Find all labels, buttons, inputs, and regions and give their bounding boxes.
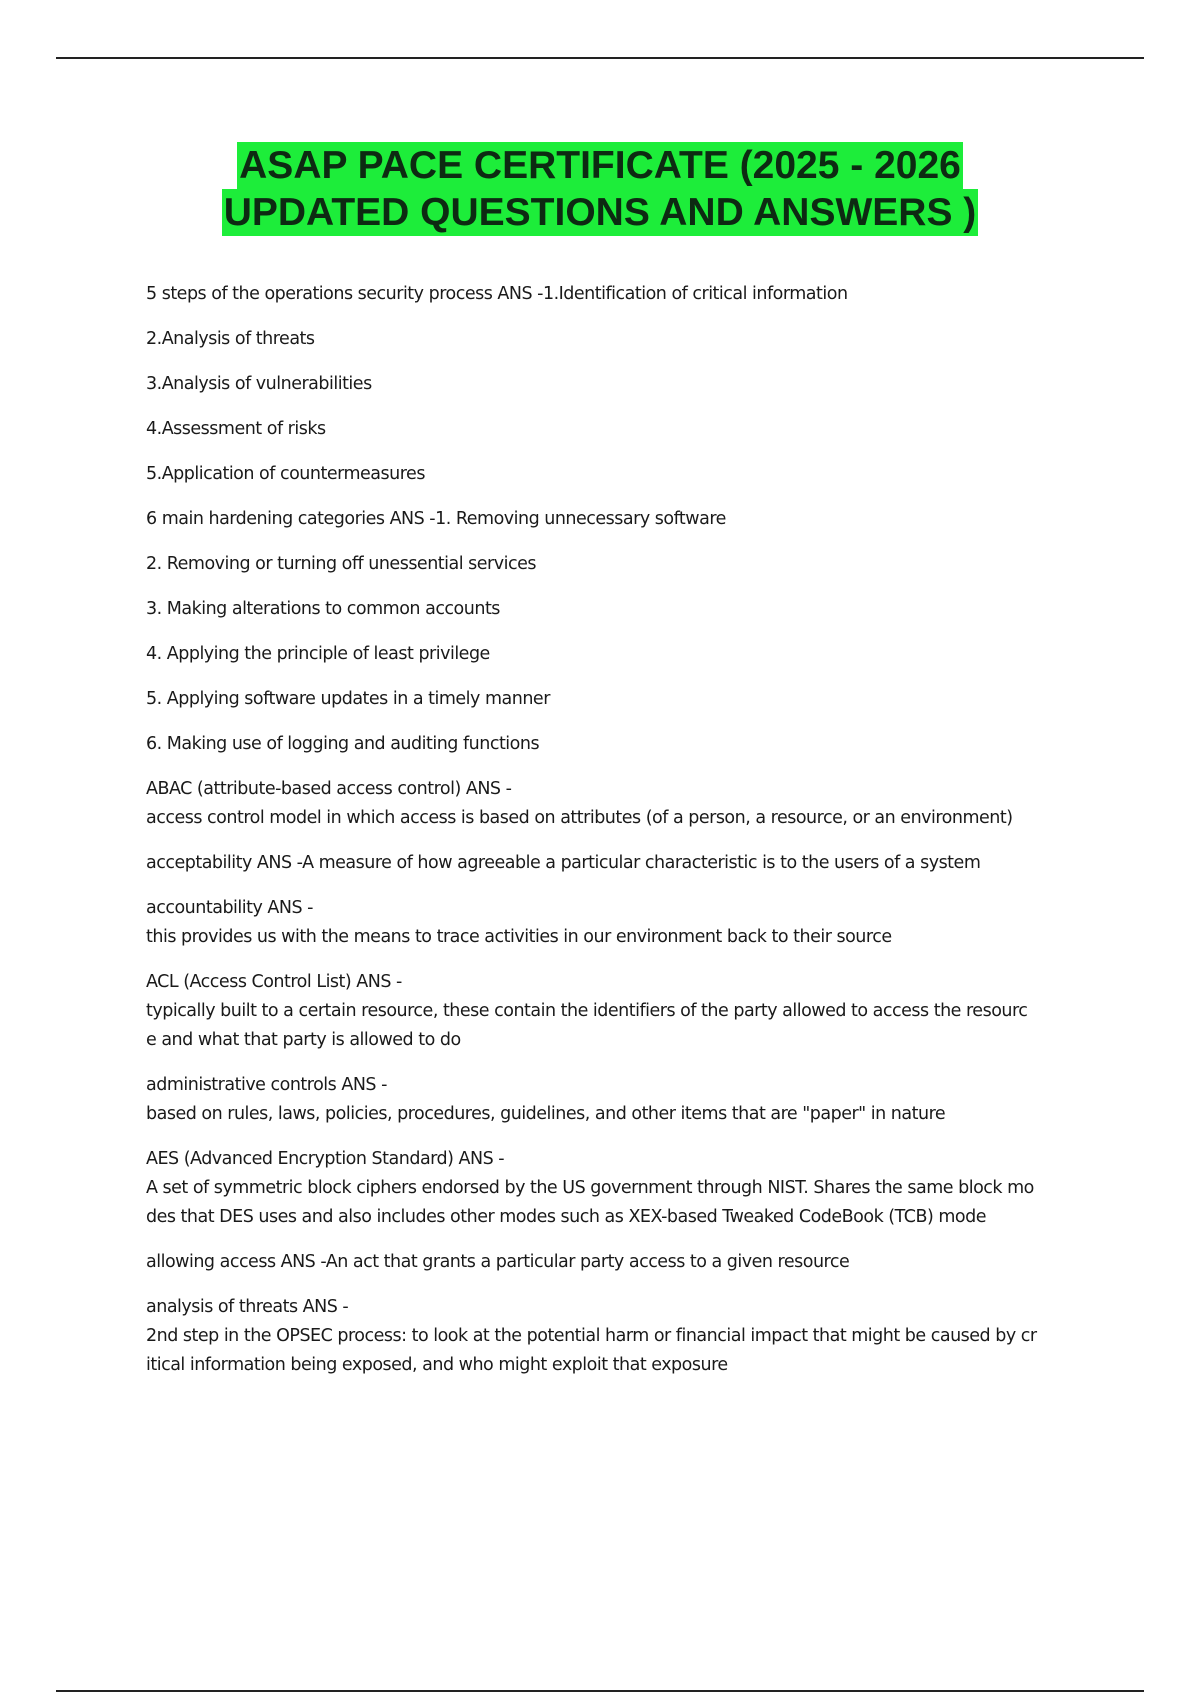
qa-entry bbox=[146, 370, 1096, 399]
qa-entry-line: 5. Applying software updates in a timely manner bbox=[146, 689, 550, 709]
qa-entry-line: 3.Analysis of vulnerabilities bbox=[146, 374, 372, 394]
qa-entry bbox=[146, 775, 1096, 833]
title-line-1: ASAP PACE CERTIFICATE (2025 - 2026 bbox=[239, 144, 961, 187]
qa-entry-line: AES (Advanced Encryption Standard) ANS - bbox=[146, 1149, 505, 1169]
qa-entry-line: 2nd step in the OPSEC process: to look at the potential harm or financial impact that might be caused by cr bbox=[146, 1326, 1037, 1346]
qa-entry-line: ACL (Access Control List) ANS - bbox=[146, 972, 402, 992]
qa-entry-line: accountability ANS - bbox=[146, 898, 313, 918]
qa-entry bbox=[146, 595, 1096, 624]
qa-entry-line: des that DES uses and also includes other modes such as XEX-based Tweaked CodeBook (TCB) mode bbox=[146, 1207, 987, 1227]
qa-entry bbox=[146, 460, 1096, 489]
qa-entry bbox=[146, 415, 1096, 444]
qa-content bbox=[146, 280, 1096, 1396]
qa-entry bbox=[146, 550, 1096, 579]
qa-entry bbox=[146, 968, 1096, 1055]
qa-entry-line: 2. Removing or turning off unessential services bbox=[146, 554, 536, 574]
qa-entry-line: 4. Applying the principle of least privilege bbox=[146, 644, 490, 664]
qa-entry bbox=[146, 685, 1096, 714]
qa-entry-line: 3. Making alterations to common accounts bbox=[146, 599, 500, 619]
qa-entry bbox=[146, 1248, 1096, 1277]
qa-entry bbox=[146, 505, 1096, 534]
qa-entry bbox=[146, 894, 1096, 952]
qa-entry-line: based on rules, laws, policies, procedures, guidelines, and other items that are "paper" in nature bbox=[146, 1104, 946, 1124]
top-rule bbox=[56, 57, 1144, 59]
qa-entry-line: access control model in which access is based on attributes (of a person, a resource, or an environment) bbox=[146, 808, 1013, 828]
qa-entry-line: 5 steps of the operations security process ANS -1.Identification of critical information bbox=[146, 284, 848, 304]
qa-entry-line: allowing access ANS -An act that grants a particular party access to a given resource bbox=[146, 1252, 850, 1272]
qa-entry-line: 4.Assessment of risks bbox=[146, 419, 326, 439]
qa-entry-line: acceptability ANS -A measure of how agreeable a particular characteristic is to the users of a system bbox=[146, 853, 981, 873]
qa-entry bbox=[146, 1293, 1096, 1380]
document-title bbox=[0, 142, 1200, 236]
qa-entry bbox=[146, 640, 1096, 669]
qa-entry-line: A set of symmetric block ciphers endorsed by the US government through NIST. Shares the same block mo bbox=[146, 1178, 1034, 1198]
qa-entry-line: ABAC (attribute-based access control) ANS - bbox=[146, 779, 512, 799]
qa-entry bbox=[146, 730, 1096, 759]
qa-entry-line: analysis of threats ANS - bbox=[146, 1297, 349, 1317]
qa-entry bbox=[146, 1071, 1096, 1129]
qa-entry-line: typically built to a certain resource, these contain the identifiers of the party allowed to access the resourc bbox=[146, 1001, 1028, 1021]
qa-entry-line: administrative controls ANS - bbox=[146, 1075, 387, 1095]
qa-entry-line: 6 main hardening categories ANS -1. Removing unnecessary software bbox=[146, 509, 726, 529]
qa-entry bbox=[146, 1145, 1096, 1232]
qa-entry-line: e and what that party is allowed to do bbox=[146, 1030, 461, 1050]
qa-entry bbox=[146, 325, 1096, 354]
qa-entry-line: this provides us with the means to trace activities in our environment back to their source bbox=[146, 927, 892, 947]
title-line-2: UPDATED QUESTIONS AND ANSWERS ) bbox=[223, 191, 977, 234]
qa-entry bbox=[146, 280, 1096, 309]
qa-entry-line: 2.Analysis of threats bbox=[146, 329, 315, 349]
qa-entry-line: 5.Application of countermeasures bbox=[146, 464, 425, 484]
qa-entry-line: itical information being exposed, and who might exploit that exposure bbox=[146, 1355, 728, 1375]
qa-entry-line: 6. Making use of logging and auditing functions bbox=[146, 734, 540, 754]
qa-entry bbox=[146, 849, 1096, 878]
bottom-rule bbox=[56, 1690, 1144, 1692]
